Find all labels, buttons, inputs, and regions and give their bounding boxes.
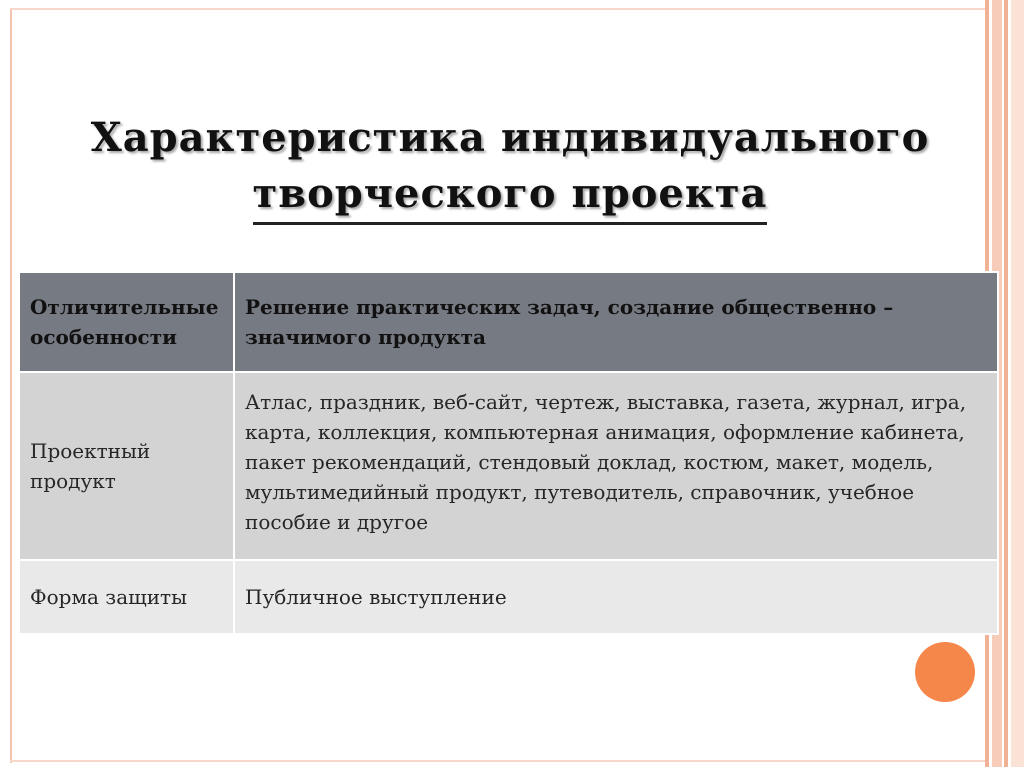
orange-circle-decoration xyxy=(915,642,975,702)
table-header-row xyxy=(19,272,998,372)
right-stripe xyxy=(1004,0,1008,767)
bottom-border-line xyxy=(10,760,985,762)
row-label: Форма защиты xyxy=(19,560,234,634)
header-cell-features: Отличительные особенности xyxy=(19,272,234,372)
row-value: Публичное выступление xyxy=(234,560,998,634)
table-row xyxy=(19,372,998,560)
characteristics-table xyxy=(18,271,999,635)
top-border-line xyxy=(10,8,985,10)
row-value: Атлас, праздник, веб-сайт, чертеж, выставка, газета, журнал, игра, карта, коллекция, компьютерная анимация, оформление кабинета, пакет рекомендаций, стендовый доклад, костюм, макет, модель, мультимедийный продукт, путеводитель, справочник, учебное пособие и другое xyxy=(234,372,998,560)
table-row xyxy=(19,560,998,634)
title-line-2: творческого проекта xyxy=(253,166,768,225)
row-label: Проектный продукт xyxy=(19,372,234,560)
slide-title xyxy=(30,110,990,225)
right-stripe xyxy=(1011,0,1024,767)
title-line-1: Характеристика индивидуального xyxy=(90,114,930,161)
header-cell-description: Решение практических задач, создание общественно – значимого продукта xyxy=(234,272,998,372)
left-border-line xyxy=(10,8,12,763)
